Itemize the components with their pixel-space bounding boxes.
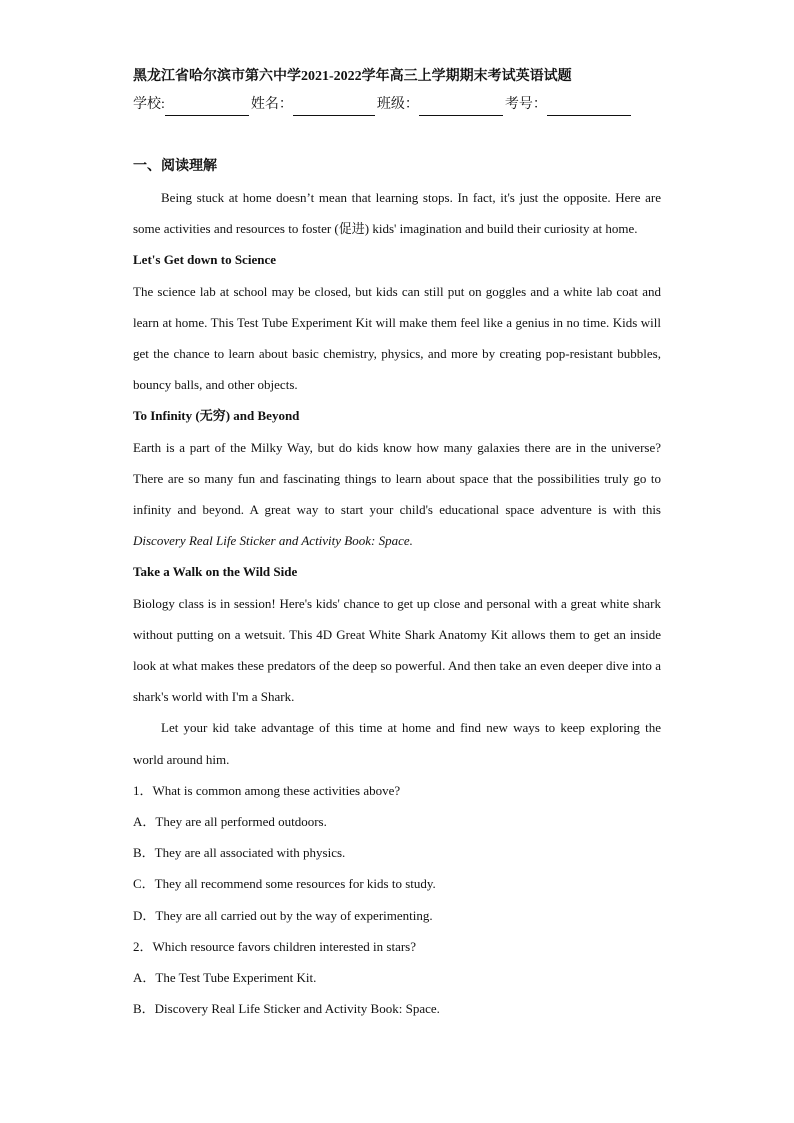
exam-number-label: 考号： (504, 97, 547, 112)
question-1-option-c: C．They all recommend some resources for kids to study. (133, 876, 436, 892)
wild-heading: Take a Walk on the Wild Side (133, 564, 298, 580)
section-heading: 一、阅读理解 (133, 159, 217, 174)
closing-paragraph: Let your kid take advantage of this time at home and find new ways to keep exploring the world around him. (133, 720, 661, 767)
document-page (133, 60, 661, 1024)
class-blank (419, 99, 503, 116)
infinity-text: Earth is a part of the Milky Way, but do kids know how many galaxies there are in the universe? There are so many fun and fascinating things to learn about space that the possibilities truly go to infinity and beyond. A great way to start your child's educational space adventure is with this (133, 439, 661, 518)
name-label: 姓名： (250, 97, 293, 112)
question-1-option-b: B．They are all associated with physics. (133, 845, 346, 861)
document-title: 黑龙江省哈尔滨市第六中学2021-2022学年高三上学期期末考试英语试题 (133, 69, 572, 84)
question-2-option-b: B．Discovery Real Life Sticker and Activity Book: Space. (133, 1001, 440, 1017)
question-1-stem: 1．What is common among these activities above? (133, 782, 401, 798)
question-1-option-a: A．They are all performed outdoors. (133, 814, 327, 830)
science-paragraph: The science lab at school may be closed, but kids can still put on goggles and a white lab coat and learn at home. This Test Tube Experiment Kit will make them feel like a genius in no time. Kids will get the chance to learn about basic chemistry, physics, and more by creating pop-resistant bubbles, bouncy balls, and other objects. (133, 283, 661, 393)
name-blank (293, 99, 375, 116)
question-1-option-d: D．They are all carried out by the way of experimenting. (133, 907, 433, 923)
infinity-paragraph (133, 432, 661, 557)
school-blank (165, 99, 249, 116)
student-info-line (133, 94, 661, 116)
infinity-heading: To Infinity (无穷) and Beyond (133, 408, 300, 424)
infinity-book-title: Discovery Real Life Sticker and Activity Book: Space. (133, 533, 413, 549)
passage-intro: Being stuck at home doesn’t mean that learning stops. In fact, it's just the opposite. Here are some activities and resources to foster (促进) kids' imagination and build their curiosity at home. (133, 190, 661, 237)
question-2-stem: 2．Which resource favors children interested in stars? (133, 938, 417, 954)
question-2-option-a: A．The Test Tube Experiment Kit. (133, 970, 317, 986)
class-label: 班级： (376, 97, 419, 112)
wild-paragraph: Biology class is in session! Here's kids' chance to get up close and personal with a great white shark without putting on a wetsuit. This 4D Great White Shark Anatomy Kit allows them to get an inside look at what makes these predators of the deep so powerful. And then take an even deeper dive into a shark's world with I'm a Shark. (133, 595, 661, 705)
science-heading: Let's Get down to Science (133, 252, 276, 268)
exam-number-blank (547, 99, 631, 116)
school-label: 学校: (133, 97, 165, 112)
